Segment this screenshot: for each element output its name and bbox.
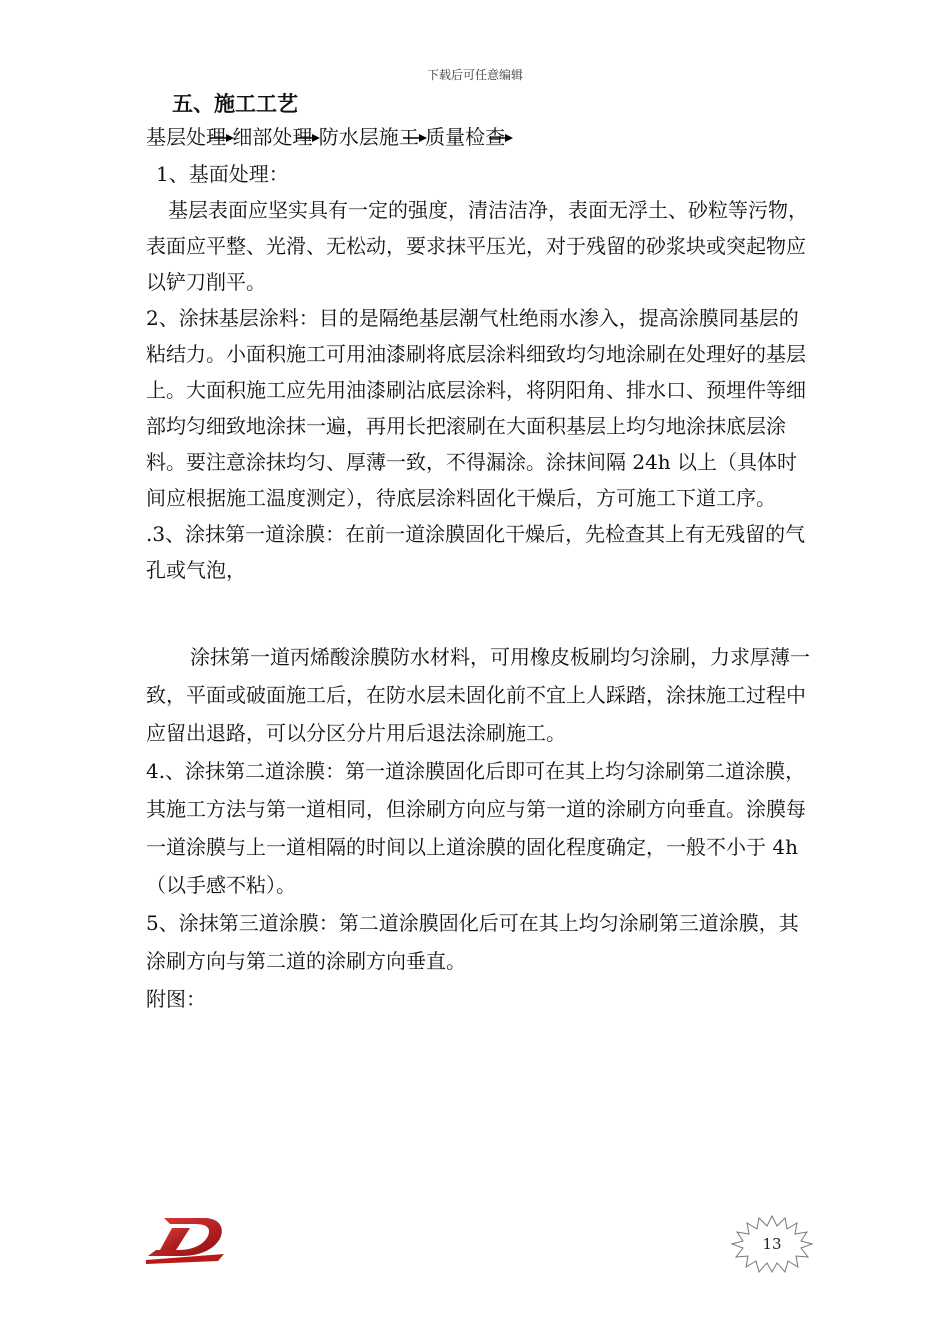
paragraph: .3、涂抹第一道涂膜：在前一道涂膜固化干燥后，先检查其上有无残留的气孔或气泡， (146, 522, 806, 582)
company-logo-icon (146, 1214, 230, 1268)
paragraph: 2、涂抹基层涂料：目的是隔绝基层潮气杜绝雨水渗入，提高涂膜同基层的粘结力。小面积施工可用油漆刷将底层涂料细致均匀地涂刷在处理好的基层上。大面积施工应先用油漆刷沾底层涂料，将阴阳角、排水口、预埋件等细部均匀细致地涂抹一遍，再用长把滚刷在大面积基层上均匀地涂抹底层涂料。要注意涂抹均匀、厚薄一致，不得漏涂。涂抹间隔 24h 以上（具体时间应根据施工温度测定），待底层涂料固化干燥后，方可施工下道工序。 (146, 306, 806, 510)
page-number: 13 (762, 1235, 782, 1253)
body-block-1 (146, 156, 816, 588)
body-block-2 (146, 638, 816, 1018)
page-number-badge (730, 1214, 814, 1274)
paragraph: 基层表面应坚实具有一定的强度，清洁洁净，表面无浮土、砂粒等污物，表面应平整、光滑、无松动，要求抹平压光，对于残留的砂浆块或突起物应以铲刀削平。 (146, 198, 808, 294)
paragraph: 4.、涂抹第二道涂膜：第一道涂膜固化后即可在其上均匀涂刷第二道涂膜，其施工方法与第一道相同，但涂刷方向应与第一道的涂刷方向垂直。涂膜每一道涂膜与上一道相隔的时间以上道涂膜的固化程度确定，一般不小于 4h（以手感不粘）。 (146, 759, 806, 897)
paragraph: 附图： (146, 987, 206, 1011)
paragraph: 1、基面处理： (156, 162, 289, 186)
flow-step: 基层处理 (146, 125, 226, 149)
section-title: 五、施工工艺 (172, 91, 298, 116)
flow-step: 细部处理 (232, 125, 313, 149)
process-flow (146, 122, 505, 152)
flow-step: 防水层施工 (318, 125, 419, 149)
paragraph: 涂抹第一道丙烯酸涂膜防水材料，可用橡皮板刷均匀涂刷，力求厚薄一致，平面或破面施工后，在防水层未固化前不宜上人踩踏，涂抹施工过程中应留出退路，可以分区分片用后退法涂刷施工。 (146, 645, 810, 745)
header-note: 下载后可任意编辑 (426, 68, 523, 82)
flow-step: 质量检查 (425, 125, 506, 149)
paragraph: 5、涂抹第三道涂膜：第二道涂膜固化后可在其上均匀涂刷第三道涂膜，其涂刷方向与第二道的涂刷方向垂直。 (146, 911, 799, 973)
